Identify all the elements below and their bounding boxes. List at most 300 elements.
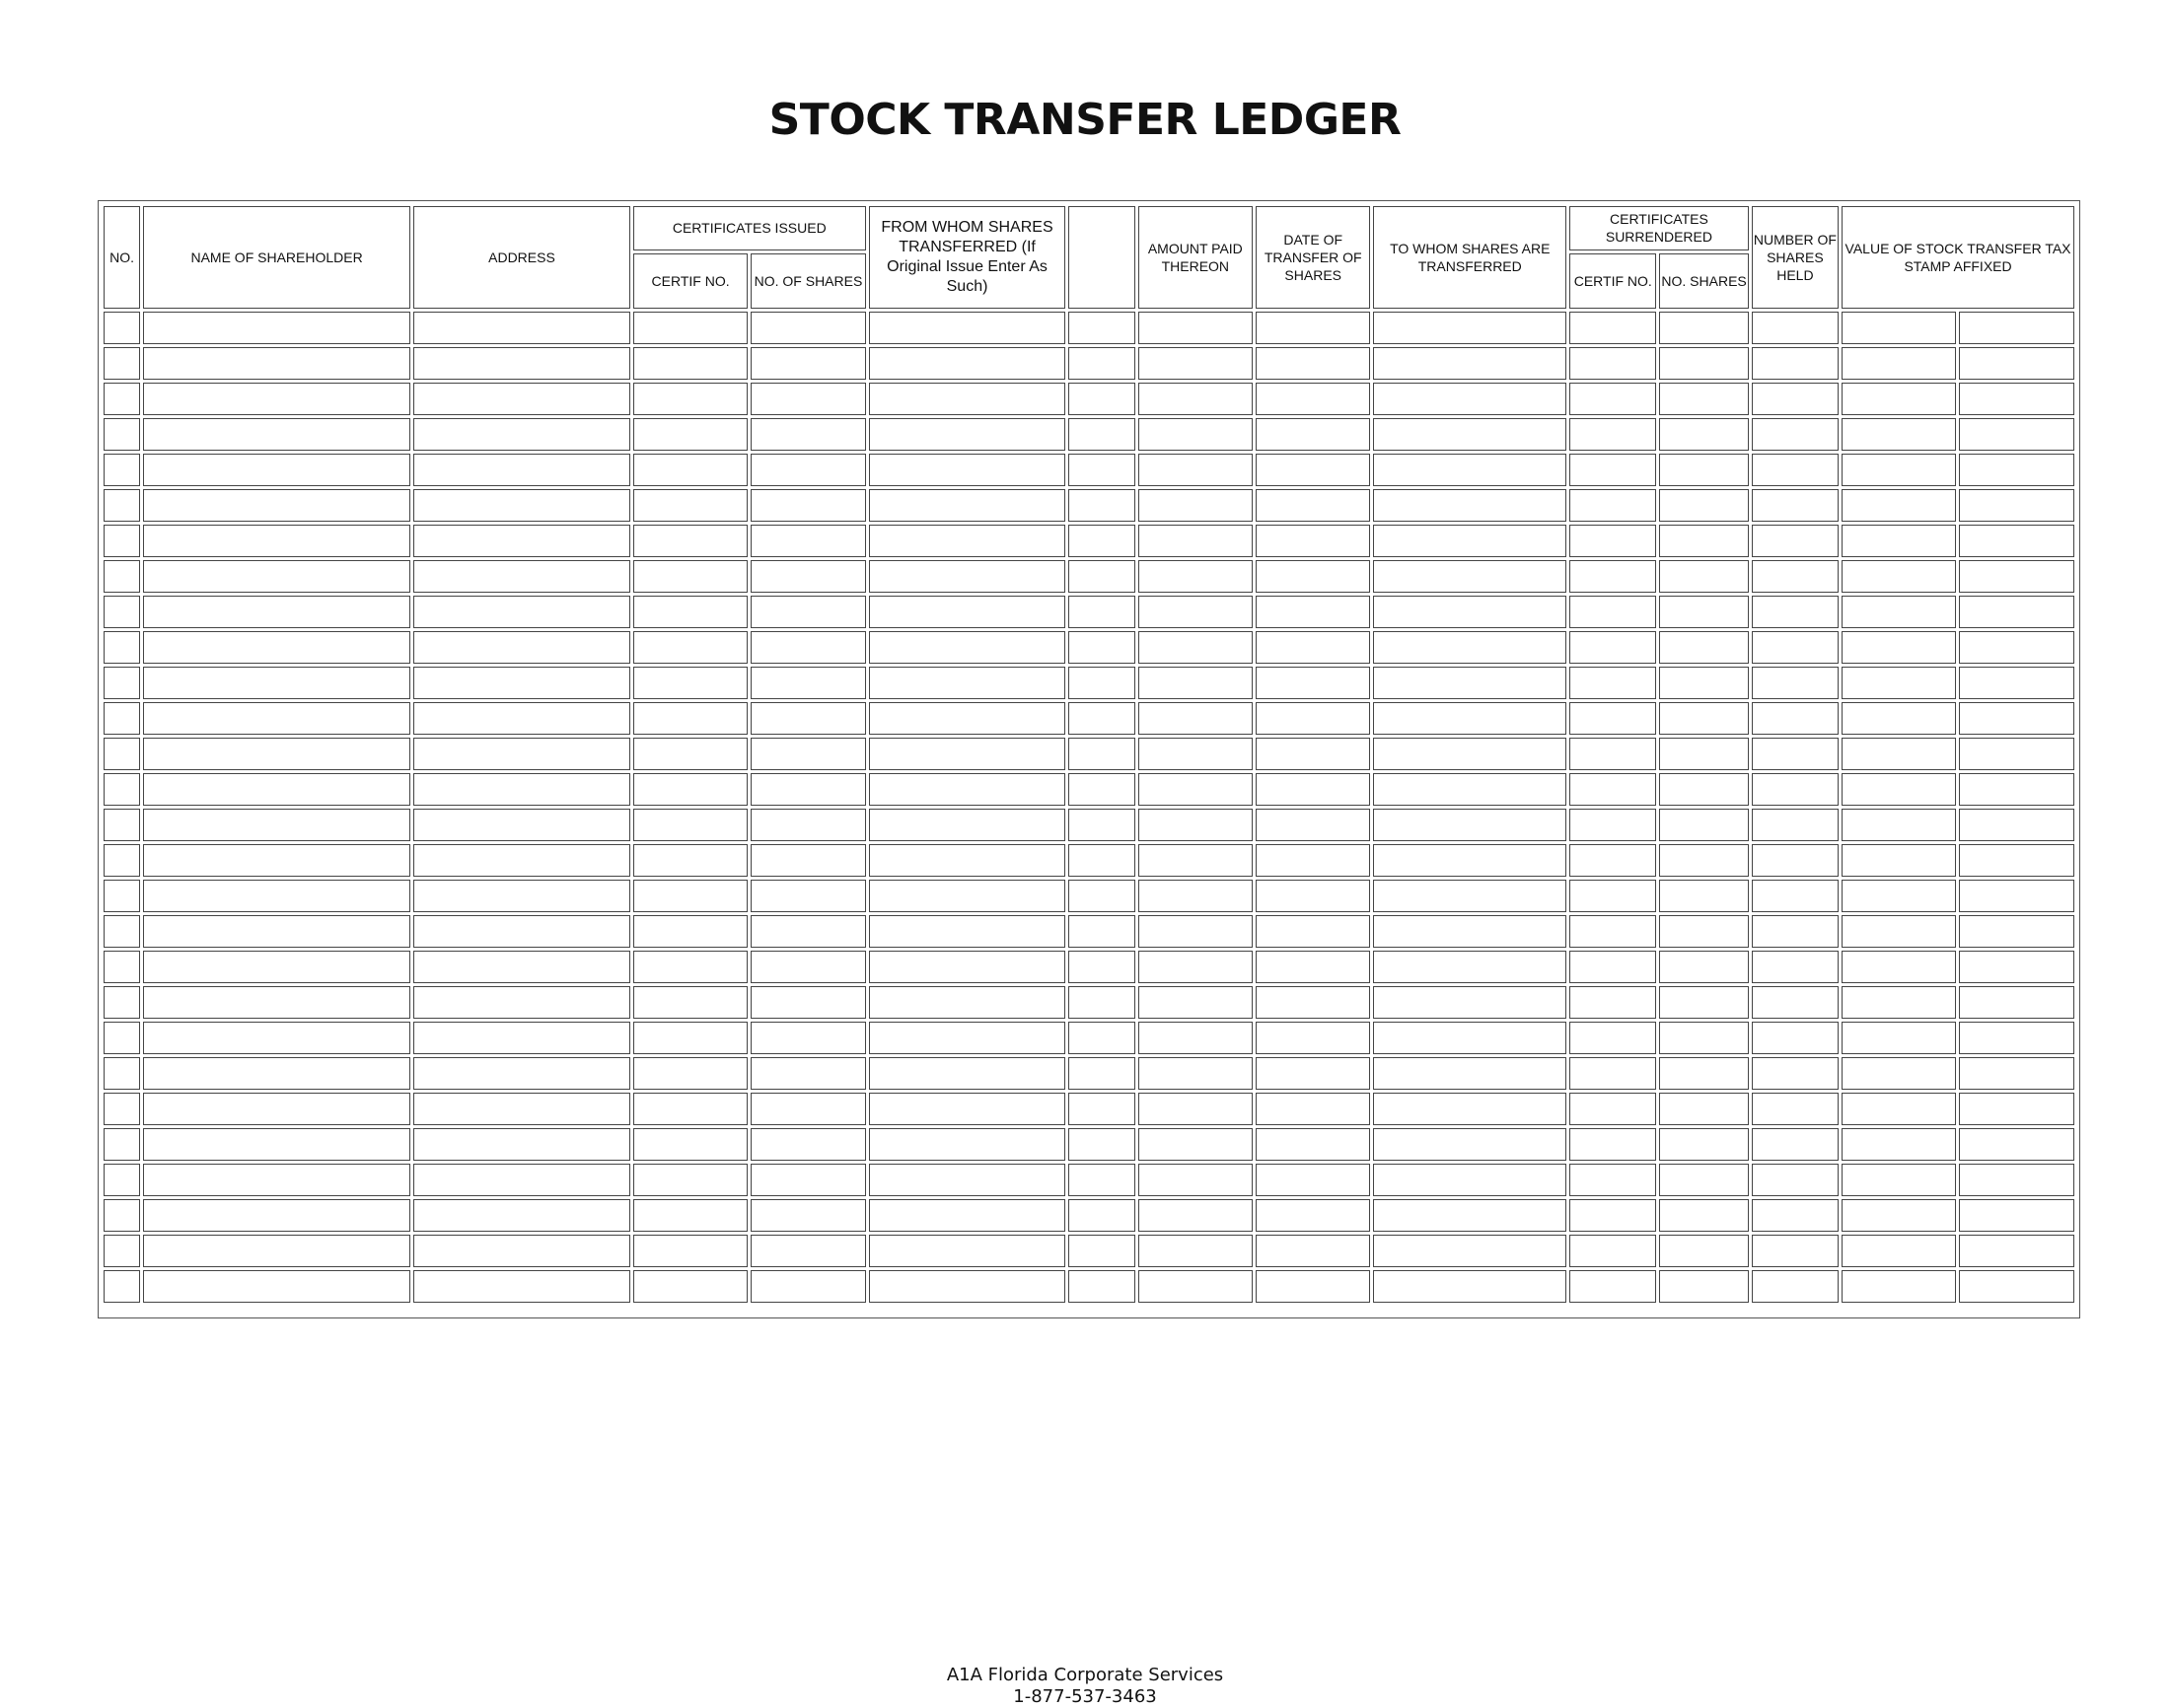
shares-held-cell[interactable] (1752, 1235, 1839, 1267)
no-of-shares-cell[interactable] (751, 1022, 865, 1054)
date-of-transfer-cell[interactable] (1256, 1093, 1370, 1125)
surrendered-no-shares-cell[interactable] (1659, 312, 1748, 344)
address-cell[interactable] (413, 454, 630, 486)
shares-held-cell[interactable] (1752, 844, 1839, 877)
to-whom-cell[interactable] (1373, 1022, 1566, 1054)
blank-cell[interactable] (1068, 667, 1134, 699)
shares-held-cell[interactable] (1752, 880, 1839, 912)
address-cell[interactable] (413, 560, 630, 593)
shares-held-cell[interactable] (1752, 1270, 1839, 1303)
certif-no-cell[interactable] (633, 880, 748, 912)
date-of-transfer-cell[interactable] (1256, 1199, 1370, 1232)
shares-held-cell[interactable] (1752, 1128, 1839, 1161)
surrendered-no-shares-cell[interactable] (1659, 1199, 1748, 1232)
to-whom-cell[interactable] (1373, 915, 1566, 948)
surrendered-no-shares-cell[interactable] (1659, 880, 1748, 912)
blank-cell[interactable] (1068, 702, 1134, 735)
from-whom-cell[interactable] (869, 596, 1066, 628)
blank-cell[interactable] (1068, 418, 1134, 451)
no-cell[interactable] (104, 631, 140, 664)
shares-held-cell[interactable] (1752, 312, 1839, 344)
address-cell[interactable] (413, 880, 630, 912)
no-of-shares-cell[interactable] (751, 915, 865, 948)
address-cell[interactable] (413, 667, 630, 699)
stamp-value-cell-b[interactable] (1959, 560, 2074, 593)
stamp-value-cell-b[interactable] (1959, 596, 2074, 628)
certif-no-cell[interactable] (633, 1128, 748, 1161)
from-whom-cell[interactable] (869, 773, 1066, 806)
stamp-value-cell-b[interactable] (1959, 347, 2074, 380)
no-cell[interactable] (104, 454, 140, 486)
certif-no-cell[interactable] (633, 383, 748, 415)
amount-paid-cell[interactable] (1138, 525, 1253, 557)
surrendered-certif-no-cell[interactable] (1569, 525, 1656, 557)
name-cell[interactable] (143, 560, 410, 593)
surrendered-no-shares-cell[interactable] (1659, 1235, 1748, 1267)
certif-no-cell[interactable] (633, 986, 748, 1019)
surrendered-no-shares-cell[interactable] (1659, 560, 1748, 593)
no-cell[interactable] (104, 560, 140, 593)
no-cell[interactable] (104, 347, 140, 380)
surrendered-no-shares-cell[interactable] (1659, 986, 1748, 1019)
name-cell[interactable] (143, 1057, 410, 1090)
blank-cell[interactable] (1068, 880, 1134, 912)
shares-held-cell[interactable] (1752, 525, 1839, 557)
to-whom-cell[interactable] (1373, 347, 1566, 380)
name-cell[interactable] (143, 1235, 410, 1267)
amount-paid-cell[interactable] (1138, 667, 1253, 699)
shares-held-cell[interactable] (1752, 915, 1839, 948)
from-whom-cell[interactable] (869, 1199, 1066, 1232)
date-of-transfer-cell[interactable] (1256, 667, 1370, 699)
surrendered-no-shares-cell[interactable] (1659, 489, 1748, 522)
to-whom-cell[interactable] (1373, 1235, 1566, 1267)
to-whom-cell[interactable] (1373, 951, 1566, 983)
no-of-shares-cell[interactable] (751, 951, 865, 983)
to-whom-cell[interactable] (1373, 1057, 1566, 1090)
surrendered-certif-no-cell[interactable] (1569, 1022, 1656, 1054)
surrendered-certif-no-cell[interactable] (1569, 773, 1656, 806)
shares-held-cell[interactable] (1752, 347, 1839, 380)
address-cell[interactable] (413, 489, 630, 522)
no-cell[interactable] (104, 1270, 140, 1303)
no-cell[interactable] (104, 489, 140, 522)
address-cell[interactable] (413, 951, 630, 983)
certif-no-cell[interactable] (633, 312, 748, 344)
shares-held-cell[interactable] (1752, 454, 1839, 486)
no-cell[interactable] (104, 880, 140, 912)
no-cell[interactable] (104, 667, 140, 699)
shares-held-cell[interactable] (1752, 986, 1839, 1019)
date-of-transfer-cell[interactable] (1256, 1270, 1370, 1303)
no-of-shares-cell[interactable] (751, 702, 865, 735)
stamp-value-cell-b[interactable] (1959, 1128, 2074, 1161)
surrendered-certif-no-cell[interactable] (1569, 383, 1656, 415)
blank-cell[interactable] (1068, 1164, 1134, 1196)
stamp-value-cell-a[interactable] (1842, 418, 1956, 451)
date-of-transfer-cell[interactable] (1256, 1235, 1370, 1267)
no-of-shares-cell[interactable] (751, 560, 865, 593)
address-cell[interactable] (413, 1164, 630, 1196)
no-of-shares-cell[interactable] (751, 809, 865, 841)
from-whom-cell[interactable] (869, 880, 1066, 912)
no-cell[interactable] (104, 986, 140, 1019)
amount-paid-cell[interactable] (1138, 1093, 1253, 1125)
surrendered-certif-no-cell[interactable] (1569, 1164, 1656, 1196)
date-of-transfer-cell[interactable] (1256, 702, 1370, 735)
address-cell[interactable] (413, 915, 630, 948)
blank-cell[interactable] (1068, 1235, 1134, 1267)
from-whom-cell[interactable] (869, 915, 1066, 948)
name-cell[interactable] (143, 347, 410, 380)
blank-cell[interactable] (1068, 596, 1134, 628)
address-cell[interactable] (413, 738, 630, 770)
blank-cell[interactable] (1068, 773, 1134, 806)
address-cell[interactable] (413, 773, 630, 806)
address-cell[interactable] (413, 525, 630, 557)
name-cell[interactable] (143, 951, 410, 983)
to-whom-cell[interactable] (1373, 773, 1566, 806)
stamp-value-cell-b[interactable] (1959, 951, 2074, 983)
surrendered-certif-no-cell[interactable] (1569, 880, 1656, 912)
from-whom-cell[interactable] (869, 560, 1066, 593)
address-cell[interactable] (413, 1270, 630, 1303)
date-of-transfer-cell[interactable] (1256, 1128, 1370, 1161)
no-cell[interactable] (104, 773, 140, 806)
address-cell[interactable] (413, 1199, 630, 1232)
shares-held-cell[interactable] (1752, 383, 1839, 415)
stamp-value-cell-b[interactable] (1959, 1022, 2074, 1054)
name-cell[interactable] (143, 1093, 410, 1125)
surrendered-no-shares-cell[interactable] (1659, 418, 1748, 451)
stamp-value-cell-a[interactable] (1842, 560, 1956, 593)
amount-paid-cell[interactable] (1138, 347, 1253, 380)
no-cell[interactable] (104, 1093, 140, 1125)
blank-cell[interactable] (1068, 454, 1134, 486)
shares-held-cell[interactable] (1752, 738, 1839, 770)
no-of-shares-cell[interactable] (751, 1164, 865, 1196)
to-whom-cell[interactable] (1373, 809, 1566, 841)
stamp-value-cell-b[interactable] (1959, 1270, 2074, 1303)
certif-no-cell[interactable] (633, 1057, 748, 1090)
no-cell[interactable] (104, 951, 140, 983)
amount-paid-cell[interactable] (1138, 986, 1253, 1019)
to-whom-cell[interactable] (1373, 560, 1566, 593)
stamp-value-cell-a[interactable] (1842, 383, 1956, 415)
address-cell[interactable] (413, 1022, 630, 1054)
to-whom-cell[interactable] (1373, 525, 1566, 557)
to-whom-cell[interactable] (1373, 312, 1566, 344)
no-cell[interactable] (104, 525, 140, 557)
amount-paid-cell[interactable] (1138, 915, 1253, 948)
date-of-transfer-cell[interactable] (1256, 1022, 1370, 1054)
surrendered-certif-no-cell[interactable] (1569, 560, 1656, 593)
name-cell[interactable] (143, 986, 410, 1019)
surrendered-no-shares-cell[interactable] (1659, 844, 1748, 877)
stamp-value-cell-b[interactable] (1959, 1235, 2074, 1267)
to-whom-cell[interactable] (1373, 631, 1566, 664)
stamp-value-cell-a[interactable] (1842, 1128, 1956, 1161)
no-of-shares-cell[interactable] (751, 631, 865, 664)
certif-no-cell[interactable] (633, 596, 748, 628)
address-cell[interactable] (413, 844, 630, 877)
name-cell[interactable] (143, 880, 410, 912)
to-whom-cell[interactable] (1373, 738, 1566, 770)
from-whom-cell[interactable] (869, 809, 1066, 841)
from-whom-cell[interactable] (869, 1270, 1066, 1303)
surrendered-certif-no-cell[interactable] (1569, 702, 1656, 735)
from-whom-cell[interactable] (869, 1128, 1066, 1161)
stamp-value-cell-b[interactable] (1959, 418, 2074, 451)
date-of-transfer-cell[interactable] (1256, 525, 1370, 557)
date-of-transfer-cell[interactable] (1256, 631, 1370, 664)
no-cell[interactable] (104, 844, 140, 877)
amount-paid-cell[interactable] (1138, 1270, 1253, 1303)
certif-no-cell[interactable] (633, 560, 748, 593)
name-cell[interactable] (143, 454, 410, 486)
stamp-value-cell-a[interactable] (1842, 738, 1956, 770)
to-whom-cell[interactable] (1373, 489, 1566, 522)
surrendered-no-shares-cell[interactable] (1659, 596, 1748, 628)
date-of-transfer-cell[interactable] (1256, 915, 1370, 948)
no-of-shares-cell[interactable] (751, 773, 865, 806)
certif-no-cell[interactable] (633, 667, 748, 699)
from-whom-cell[interactable] (869, 454, 1066, 486)
surrendered-no-shares-cell[interactable] (1659, 951, 1748, 983)
to-whom-cell[interactable] (1373, 418, 1566, 451)
no-of-shares-cell[interactable] (751, 489, 865, 522)
address-cell[interactable] (413, 347, 630, 380)
name-cell[interactable] (143, 312, 410, 344)
date-of-transfer-cell[interactable] (1256, 738, 1370, 770)
address-cell[interactable] (413, 631, 630, 664)
name-cell[interactable] (143, 1164, 410, 1196)
from-whom-cell[interactable] (869, 525, 1066, 557)
certif-no-cell[interactable] (633, 1270, 748, 1303)
stamp-value-cell-a[interactable] (1842, 1235, 1956, 1267)
stamp-value-cell-a[interactable] (1842, 631, 1956, 664)
stamp-value-cell-a[interactable] (1842, 1164, 1956, 1196)
no-cell[interactable] (104, 312, 140, 344)
address-cell[interactable] (413, 702, 630, 735)
surrendered-certif-no-cell[interactable] (1569, 667, 1656, 699)
blank-cell[interactable] (1068, 915, 1134, 948)
to-whom-cell[interactable] (1373, 880, 1566, 912)
stamp-value-cell-b[interactable] (1959, 312, 2074, 344)
name-cell[interactable] (143, 773, 410, 806)
amount-paid-cell[interactable] (1138, 560, 1253, 593)
name-cell[interactable] (143, 667, 410, 699)
shares-held-cell[interactable] (1752, 702, 1839, 735)
surrendered-no-shares-cell[interactable] (1659, 1164, 1748, 1196)
date-of-transfer-cell[interactable] (1256, 347, 1370, 380)
no-of-shares-cell[interactable] (751, 1128, 865, 1161)
name-cell[interactable] (143, 809, 410, 841)
to-whom-cell[interactable] (1373, 1270, 1566, 1303)
stamp-value-cell-b[interactable] (1959, 738, 2074, 770)
shares-held-cell[interactable] (1752, 1164, 1839, 1196)
shares-held-cell[interactable] (1752, 560, 1839, 593)
no-of-shares-cell[interactable] (751, 454, 865, 486)
shares-held-cell[interactable] (1752, 773, 1839, 806)
to-whom-cell[interactable] (1373, 596, 1566, 628)
to-whom-cell[interactable] (1373, 1199, 1566, 1232)
stamp-value-cell-a[interactable] (1842, 1270, 1956, 1303)
surrendered-certif-no-cell[interactable] (1569, 631, 1656, 664)
from-whom-cell[interactable] (869, 667, 1066, 699)
amount-paid-cell[interactable] (1138, 773, 1253, 806)
shares-held-cell[interactable] (1752, 951, 1839, 983)
to-whom-cell[interactable] (1373, 1128, 1566, 1161)
certif-no-cell[interactable] (633, 525, 748, 557)
no-cell[interactable] (104, 1199, 140, 1232)
blank-cell[interactable] (1068, 1022, 1134, 1054)
blank-cell[interactable] (1068, 986, 1134, 1019)
stamp-value-cell-b[interactable] (1959, 489, 2074, 522)
surrendered-certif-no-cell[interactable] (1569, 915, 1656, 948)
no-of-shares-cell[interactable] (751, 383, 865, 415)
amount-paid-cell[interactable] (1138, 809, 1253, 841)
no-cell[interactable] (104, 1057, 140, 1090)
amount-paid-cell[interactable] (1138, 312, 1253, 344)
address-cell[interactable] (413, 312, 630, 344)
to-whom-cell[interactable] (1373, 1093, 1566, 1125)
surrendered-no-shares-cell[interactable] (1659, 702, 1748, 735)
no-cell[interactable] (104, 738, 140, 770)
surrendered-no-shares-cell[interactable] (1659, 383, 1748, 415)
date-of-transfer-cell[interactable] (1256, 312, 1370, 344)
amount-paid-cell[interactable] (1138, 1022, 1253, 1054)
no-cell[interactable] (104, 1235, 140, 1267)
from-whom-cell[interactable] (869, 347, 1066, 380)
stamp-value-cell-a[interactable] (1842, 489, 1956, 522)
surrendered-no-shares-cell[interactable] (1659, 1057, 1748, 1090)
date-of-transfer-cell[interactable] (1256, 809, 1370, 841)
address-cell[interactable] (413, 1057, 630, 1090)
surrendered-no-shares-cell[interactable] (1659, 1128, 1748, 1161)
stamp-value-cell-b[interactable] (1959, 773, 2074, 806)
no-cell[interactable] (104, 1164, 140, 1196)
amount-paid-cell[interactable] (1138, 702, 1253, 735)
stamp-value-cell-b[interactable] (1959, 1057, 2074, 1090)
address-cell[interactable] (413, 1093, 630, 1125)
stamp-value-cell-a[interactable] (1842, 951, 1956, 983)
certif-no-cell[interactable] (633, 1235, 748, 1267)
amount-paid-cell[interactable] (1138, 844, 1253, 877)
from-whom-cell[interactable] (869, 702, 1066, 735)
stamp-value-cell-a[interactable] (1842, 312, 1956, 344)
no-of-shares-cell[interactable] (751, 880, 865, 912)
stamp-value-cell-b[interactable] (1959, 1199, 2074, 1232)
stamp-value-cell-b[interactable] (1959, 454, 2074, 486)
certif-no-cell[interactable] (633, 844, 748, 877)
surrendered-no-shares-cell[interactable] (1659, 1022, 1748, 1054)
surrendered-no-shares-cell[interactable] (1659, 1093, 1748, 1125)
stamp-value-cell-b[interactable] (1959, 383, 2074, 415)
certif-no-cell[interactable] (633, 738, 748, 770)
name-cell[interactable] (143, 1270, 410, 1303)
no-cell[interactable] (104, 1128, 140, 1161)
date-of-transfer-cell[interactable] (1256, 951, 1370, 983)
from-whom-cell[interactable] (869, 631, 1066, 664)
shares-held-cell[interactable] (1752, 489, 1839, 522)
from-whom-cell[interactable] (869, 738, 1066, 770)
stamp-value-cell-a[interactable] (1842, 809, 1956, 841)
shares-held-cell[interactable] (1752, 1022, 1839, 1054)
surrendered-no-shares-cell[interactable] (1659, 915, 1748, 948)
no-cell[interactable] (104, 383, 140, 415)
address-cell[interactable] (413, 1128, 630, 1161)
blank-cell[interactable] (1068, 1128, 1134, 1161)
from-whom-cell[interactable] (869, 1235, 1066, 1267)
shares-held-cell[interactable] (1752, 631, 1839, 664)
no-cell[interactable] (104, 418, 140, 451)
address-cell[interactable] (413, 809, 630, 841)
certif-no-cell[interactable] (633, 347, 748, 380)
name-cell[interactable] (143, 1199, 410, 1232)
certif-no-cell[interactable] (633, 1022, 748, 1054)
certif-no-cell[interactable] (633, 1093, 748, 1125)
name-cell[interactable] (143, 738, 410, 770)
blank-cell[interactable] (1068, 631, 1134, 664)
name-cell[interactable] (143, 489, 410, 522)
from-whom-cell[interactable] (869, 1022, 1066, 1054)
name-cell[interactable] (143, 596, 410, 628)
name-cell[interactable] (143, 418, 410, 451)
surrendered-certif-no-cell[interactable] (1569, 489, 1656, 522)
surrendered-certif-no-cell[interactable] (1569, 418, 1656, 451)
surrendered-certif-no-cell[interactable] (1569, 986, 1656, 1019)
stamp-value-cell-a[interactable] (1842, 986, 1956, 1019)
surrendered-certif-no-cell[interactable] (1569, 1128, 1656, 1161)
blank-cell[interactable] (1068, 809, 1134, 841)
no-of-shares-cell[interactable] (751, 596, 865, 628)
amount-paid-cell[interactable] (1138, 880, 1253, 912)
surrendered-certif-no-cell[interactable] (1569, 844, 1656, 877)
amount-paid-cell[interactable] (1138, 738, 1253, 770)
surrendered-no-shares-cell[interactable] (1659, 667, 1748, 699)
stamp-value-cell-a[interactable] (1842, 596, 1956, 628)
surrendered-certif-no-cell[interactable] (1569, 347, 1656, 380)
date-of-transfer-cell[interactable] (1256, 560, 1370, 593)
amount-paid-cell[interactable] (1138, 1128, 1253, 1161)
to-whom-cell[interactable] (1373, 844, 1566, 877)
no-of-shares-cell[interactable] (751, 312, 865, 344)
surrendered-certif-no-cell[interactable] (1569, 1057, 1656, 1090)
to-whom-cell[interactable] (1373, 986, 1566, 1019)
certif-no-cell[interactable] (633, 702, 748, 735)
surrendered-no-shares-cell[interactable] (1659, 631, 1748, 664)
stamp-value-cell-a[interactable] (1842, 773, 1956, 806)
amount-paid-cell[interactable] (1138, 631, 1253, 664)
blank-cell[interactable] (1068, 560, 1134, 593)
stamp-value-cell-b[interactable] (1959, 809, 2074, 841)
from-whom-cell[interactable] (869, 489, 1066, 522)
amount-paid-cell[interactable] (1138, 454, 1253, 486)
no-of-shares-cell[interactable] (751, 738, 865, 770)
stamp-value-cell-a[interactable] (1842, 702, 1956, 735)
stamp-value-cell-a[interactable] (1842, 1093, 1956, 1125)
blank-cell[interactable] (1068, 844, 1134, 877)
surrendered-certif-no-cell[interactable] (1569, 1093, 1656, 1125)
no-of-shares-cell[interactable] (751, 667, 865, 699)
amount-paid-cell[interactable] (1138, 1164, 1253, 1196)
stamp-value-cell-b[interactable] (1959, 525, 2074, 557)
address-cell[interactable] (413, 596, 630, 628)
stamp-value-cell-b[interactable] (1959, 844, 2074, 877)
stamp-value-cell-a[interactable] (1842, 880, 1956, 912)
shares-held-cell[interactable] (1752, 1199, 1839, 1232)
